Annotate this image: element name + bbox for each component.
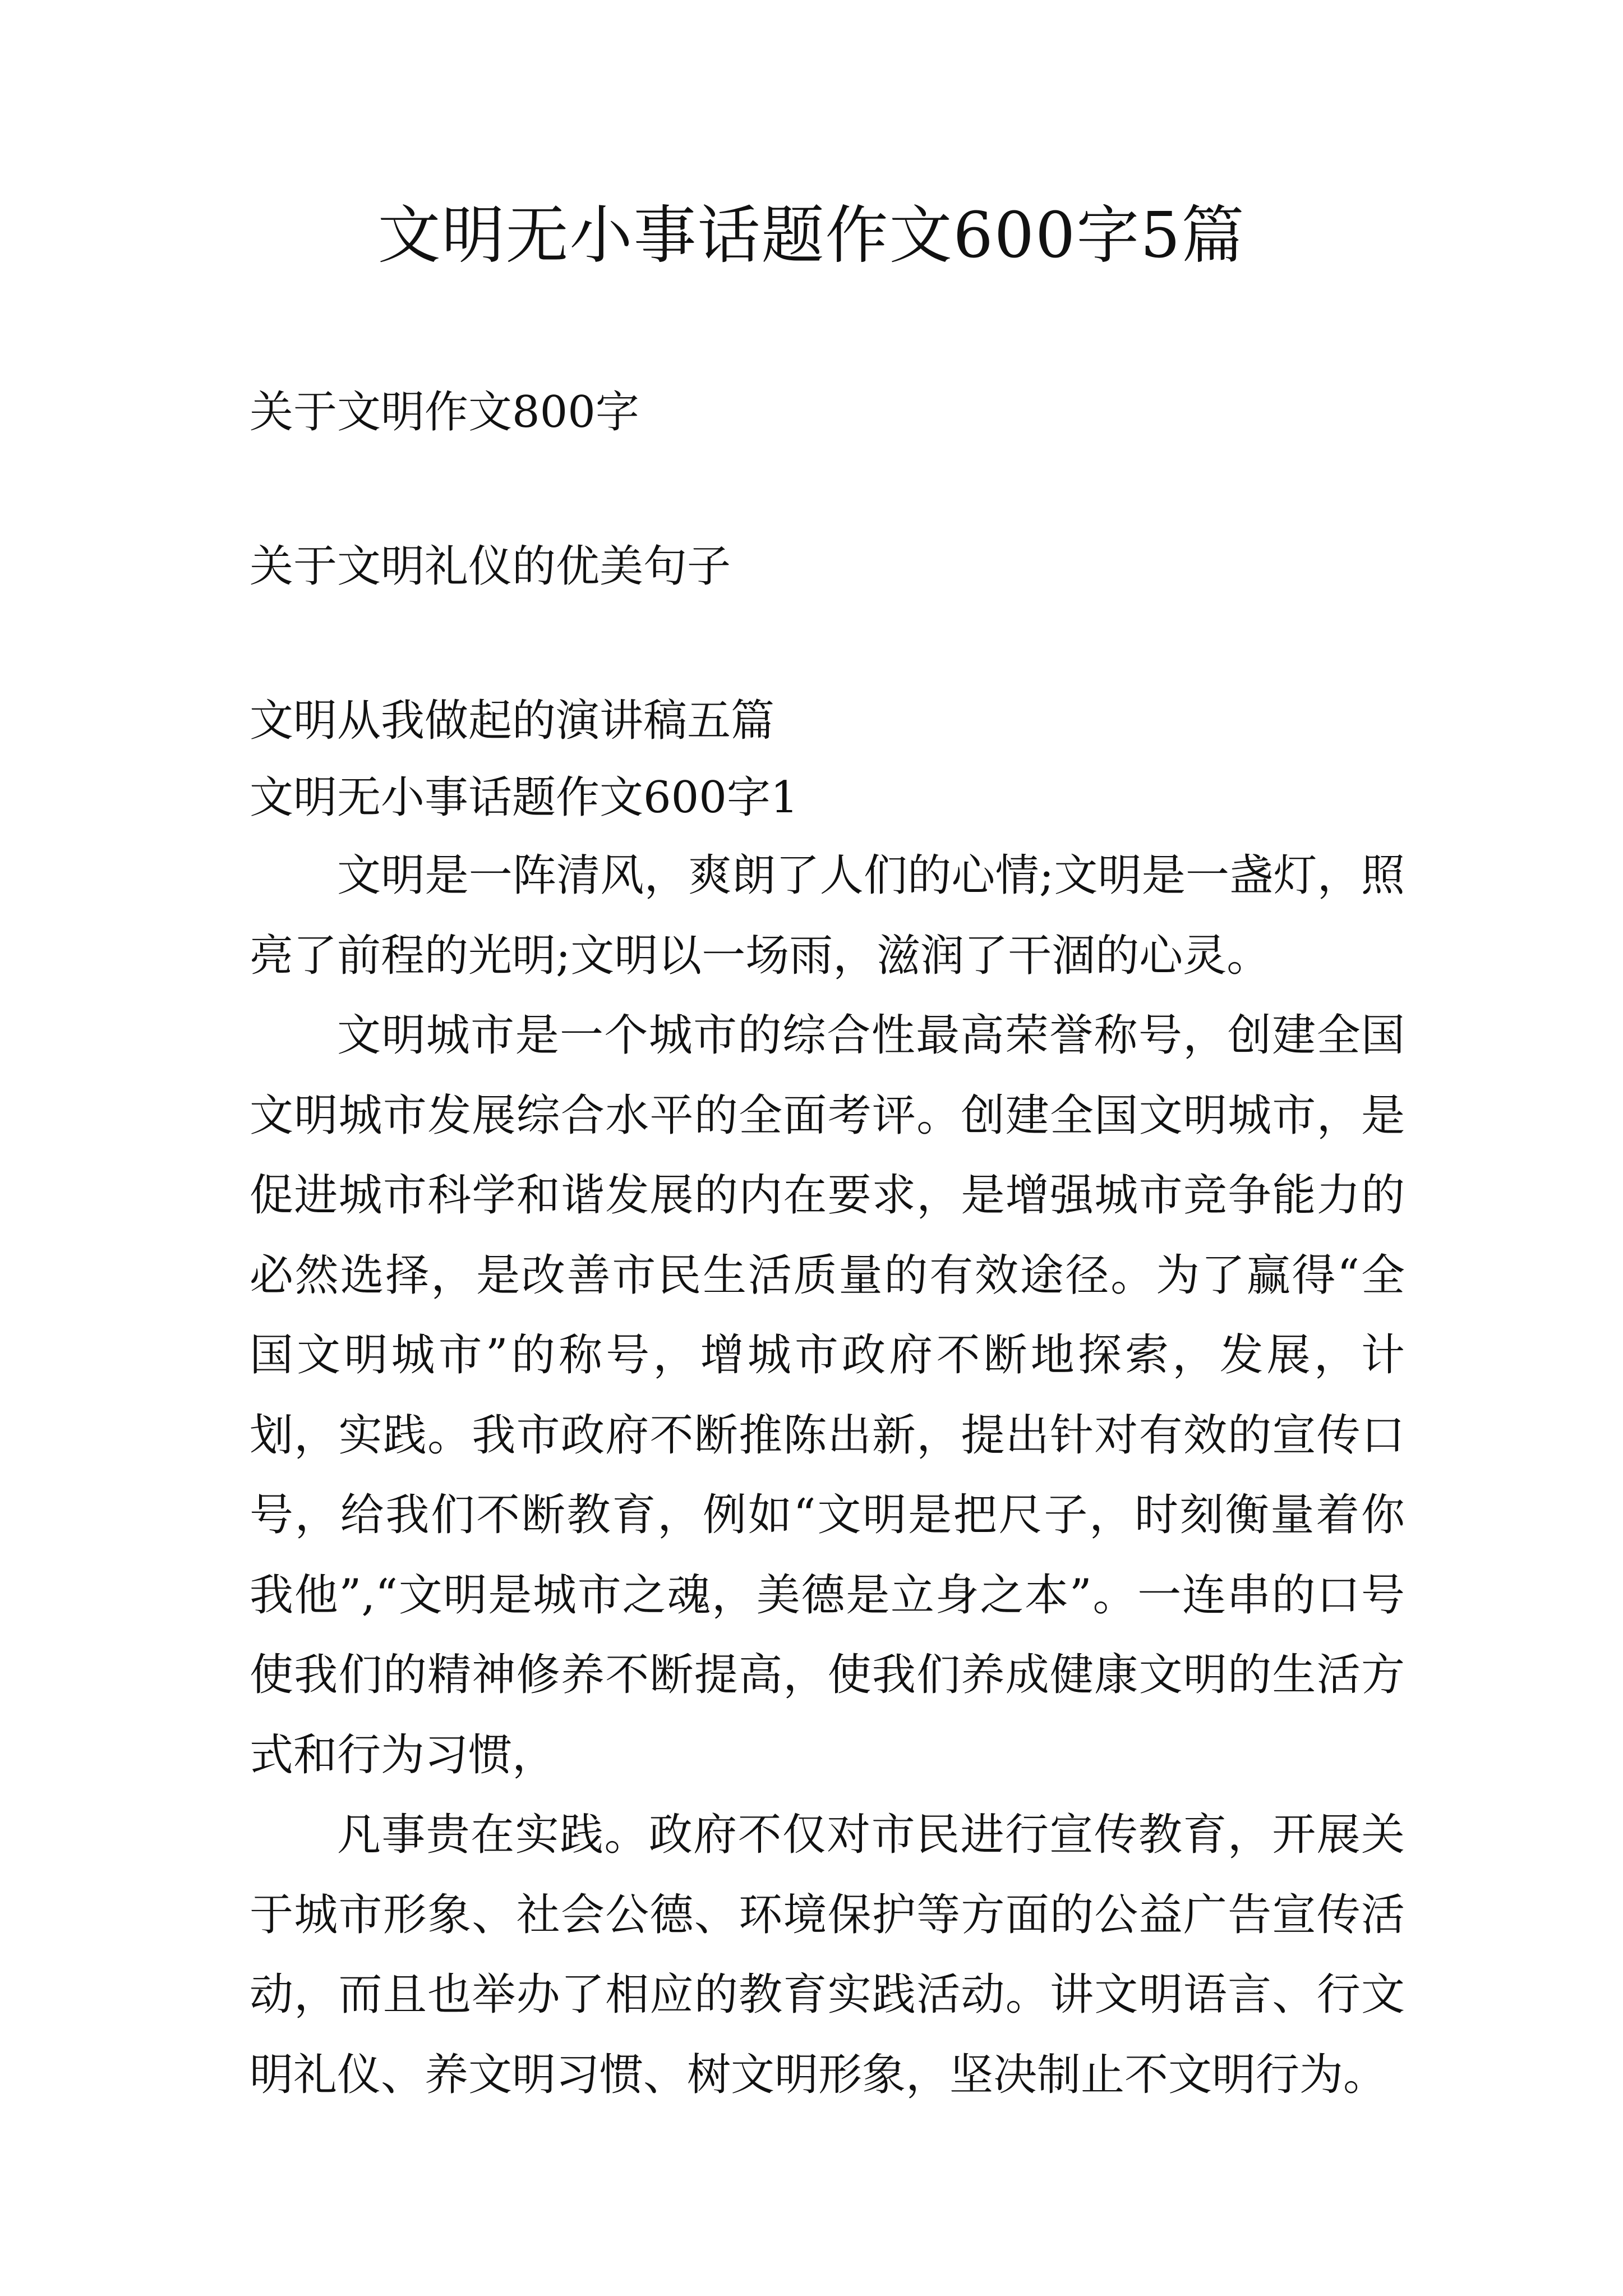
related-link-3[interactable]: 文明从我做起的演讲稿五篇: [250, 696, 775, 746]
related-link-2[interactable]: 关于文明礼仪的优美句子: [250, 541, 731, 592]
paragraph-3: 凡事贵在实践。政府不仅对市民进行宣传教育，开展关于城市形象、社会公德、环境保护等方面的公益广告宣传活动，而且也举办了相应的教育实践活动。讲文明语言、行文明礼仪、养文明习惯、树文明形象，坚决制止不文明行为。: [250, 1810, 1405, 2100]
paragraph-1: 文明是一阵清风，爽朗了人们的心情;文明是一盏灯，照亮了前程的光明;文明以一场雨，滋润了干涸的心灵。: [250, 850, 1405, 981]
document-title: 文明无小事话题作文600字5篇: [377, 199, 1246, 272]
section-heading: 文明无小事话题作文600字1: [250, 772, 799, 823]
article-body: [250, 836, 1405, 2115]
paragraph-2: 文明城市是一个城市的综合性最高荣誉称号，创建全国文明城市发展综合水平的全面考评。创建全国文明城市，是促进城市科学和谐发展的内在要求，是增强城市竞争能力的必然选择，是改善市民生活质量的有效途径。为了赢得“全国文明城市”的称号，增城市政府不断地探索，发展，计划，实践。我市政府不断推陈出新，提出针对有效的宣传口号，给我们不断教育，例如“文明是把尺子，时刻衡量着你我他”,“文明是城市之魂，美德是立身之本”。一连串的口号使我们的精神修养不断提高，使我们养成健康文明的生活方式和行为习惯，: [250, 1010, 1405, 1780]
related-link-1[interactable]: 关于文明作文800字: [250, 387, 639, 438]
